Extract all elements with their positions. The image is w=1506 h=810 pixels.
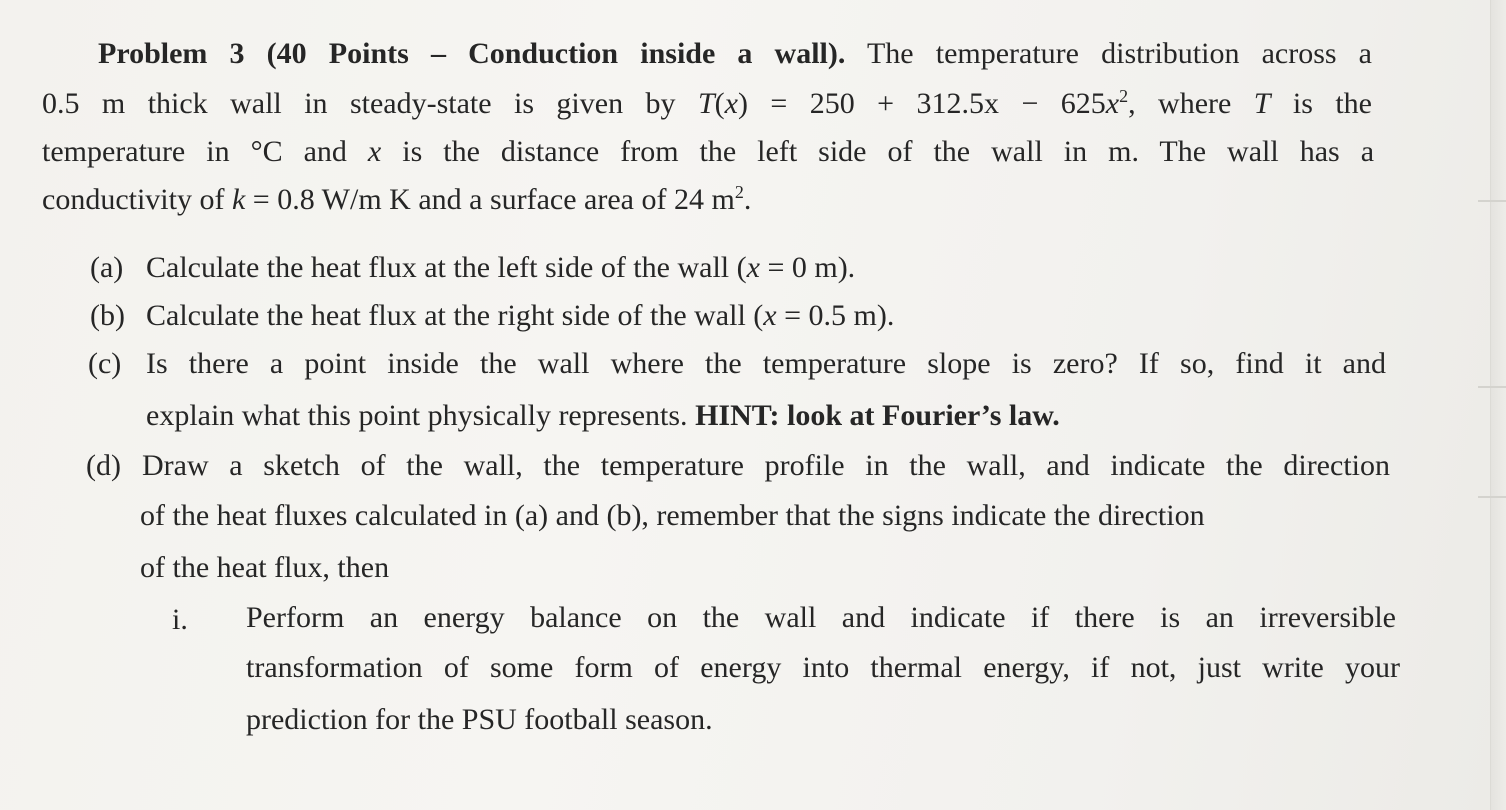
problem-line-4: conductivity of k = 0.8 W/m K and a surface area of 24 $m^2$. xyxy=(42,182,752,216)
part-b-label: (b) xyxy=(90,299,125,332)
hint-text: HINT: look at Fourier’s law. xyxy=(695,399,1060,432)
subpart-i-label: i. xyxy=(172,603,188,636)
page-edge-mark xyxy=(1478,496,1506,498)
problem-line-1: Problem 3 (40 Points – Conduction inside a wall). The temperature distribution across a xyxy=(98,37,1372,70)
subpart-i-line-1: Perform an energy balance on the wall and indicate if there is an irreversible xyxy=(246,601,1396,634)
part-a-text: Calculate the heat flux at the left side of the wall (x = 0 m). xyxy=(146,251,856,284)
part-a-label: (a) xyxy=(90,251,124,284)
part-d-line-2: of the heat fluxes calculated in (a) and (b), remember that the signs indicate the direction xyxy=(140,499,1205,532)
part-d-line-3: of the heat flux, then xyxy=(140,551,390,584)
subpart-i-line-2: transformation of some form of energy into thermal energy, if not, just write your xyxy=(246,651,1400,684)
part-c-line-2: explain what this point physically represents. HINT: look at Fourier’s law. xyxy=(146,399,1060,432)
part-c-line-1: Is there a point inside the wall where the temperature slope is zero? If so, find it and xyxy=(146,347,1386,380)
page-edge-mark xyxy=(1478,200,1506,202)
problem-title: Problem 3 (40 Points – Conduction inside a wall). xyxy=(98,37,846,70)
subpart-i-line-3: prediction for the PSU football season. xyxy=(246,703,713,736)
page-edge xyxy=(1490,0,1506,810)
problem-line-2: 0.5 m thick wall in steady-state is given by $T(x) = 250 + 312.5x - 625x^2$, where T is the xyxy=(42,86,1372,120)
problem-line-3: temperature in °C and x is the distance from the left side of the wall in m. The wall has a xyxy=(42,135,1375,168)
part-d-line-1: Draw a sketch of the wall, the temperature profile in the wall, and indicate the direction xyxy=(142,449,1390,482)
part-b-text: Calculate the heat flux at the right side of the wall (x = 0.5 m). xyxy=(146,299,895,332)
part-d-label: (d) xyxy=(86,449,121,482)
page-edge-mark xyxy=(1478,386,1506,388)
part-c-label: (c) xyxy=(88,347,122,380)
